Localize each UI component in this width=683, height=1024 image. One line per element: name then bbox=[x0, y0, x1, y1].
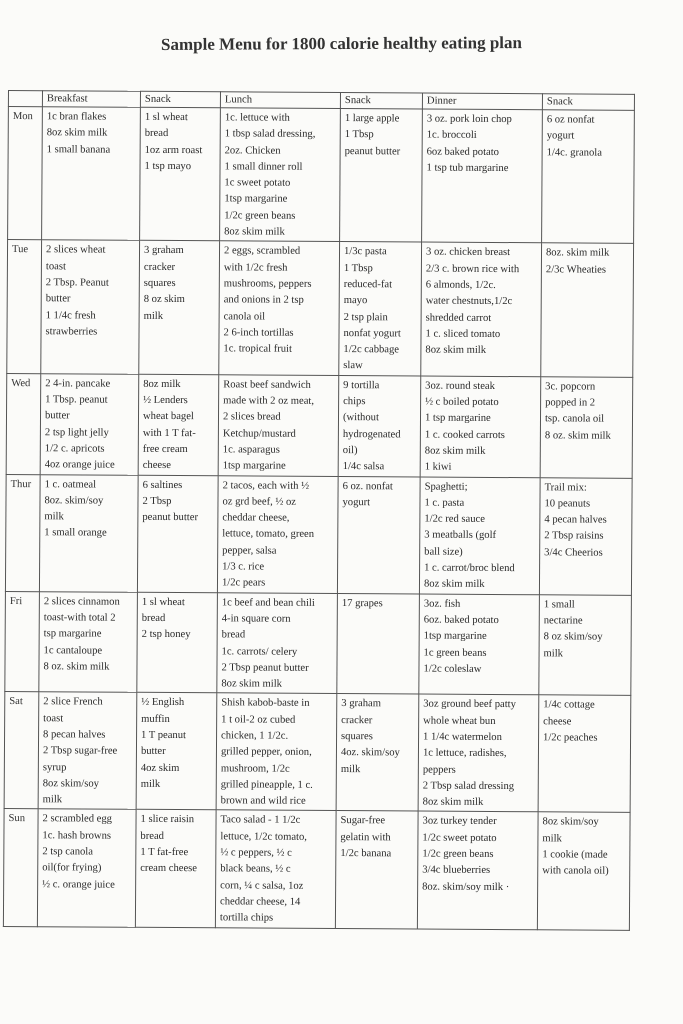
menu-item-line: 8oz skim milk bbox=[46, 127, 108, 139]
menu-item-line: bread bbox=[141, 612, 166, 624]
menu-item-line: 4oz. skim/soy bbox=[340, 747, 400, 759]
breakfast-cell bbox=[37, 809, 136, 927]
menu-item-line: milk bbox=[42, 794, 63, 806]
menu-item-line: 2 Tbsp peanut butter bbox=[221, 662, 309, 674]
menu-item-line: 1 c. sliced tomato bbox=[425, 328, 501, 340]
menu-item-line: ½ Lenders bbox=[143, 394, 188, 407]
menu-item-line: 2 Tbsp raisins bbox=[544, 530, 604, 543]
menu-item-line: toast bbox=[45, 260, 66, 273]
dinner-cell bbox=[418, 694, 539, 812]
menu-item-line: 1c. tropical fruit bbox=[223, 343, 293, 355]
breakfast-cell bbox=[42, 107, 141, 241]
menu-item-line: 17 grapes bbox=[341, 597, 383, 609]
menu-item-line: muffin bbox=[141, 713, 170, 725]
dinner-cell bbox=[422, 109, 543, 243]
evening-snack-cell bbox=[539, 594, 632, 695]
menu-item-line: Ketchup/mustard bbox=[222, 427, 296, 440]
menu-item-line: 1/2c coleslaw bbox=[423, 663, 482, 675]
dinner-cell bbox=[417, 811, 538, 929]
menu-row-tue bbox=[7, 240, 634, 377]
menu-item-line: yogurt bbox=[342, 496, 371, 509]
menu-item-line: corn, ¼ c salsa, 1oz bbox=[220, 879, 304, 892]
menu-item-line: 10 peanuts bbox=[544, 498, 591, 510]
menu-item-line: milk bbox=[542, 833, 562, 845]
menu-item-line: strawberries bbox=[45, 326, 98, 338]
menu-item-line: ball size) bbox=[424, 546, 463, 558]
menu-item-line: reduced-fat bbox=[343, 279, 393, 291]
menu-item-line: 1/4c salsa bbox=[342, 461, 385, 473]
menu-item-line: 3/4c Cheerios bbox=[544, 547, 603, 559]
menu-item-line: 3/4c blueberries bbox=[422, 864, 491, 877]
menu-item-line: butter bbox=[44, 410, 70, 422]
menu-table bbox=[3, 90, 635, 930]
afternoon-snack-cell bbox=[337, 593, 420, 694]
menu-item-line: Roast beef sandwich bbox=[223, 379, 311, 391]
menu-item-line: made with 2 oz meat, bbox=[223, 395, 315, 407]
menu-item-line: 1/4c cottage bbox=[543, 699, 595, 711]
menu-item-line: 1c lettuce, radishes, bbox=[422, 747, 507, 760]
dinner-cell bbox=[420, 376, 541, 478]
afternoon-snack-cell bbox=[335, 811, 418, 929]
menu-item-line: 2/3c Wheaties bbox=[545, 263, 607, 276]
menu-item-line: 6 oz nonfat bbox=[546, 114, 595, 126]
menu-item-line: 2 slices cinnamon bbox=[43, 595, 120, 608]
menu-item-line: tsp. canola oil bbox=[544, 413, 605, 425]
header-snack-evening: Snack bbox=[542, 94, 634, 111]
menu-item-line: slaw bbox=[343, 360, 363, 372]
menu-item-line: 2 scrambled egg bbox=[42, 813, 113, 826]
menu-item-line: 1 T fat-free bbox=[140, 846, 189, 859]
menu-item-line: 2/3 c. brown rice with bbox=[425, 263, 520, 275]
menu-item-line: shredded carrot bbox=[425, 312, 492, 324]
menu-item-line: 1/3c pasta bbox=[343, 246, 387, 258]
dinner-cell bbox=[421, 242, 542, 376]
menu-item-line: (without bbox=[342, 412, 379, 424]
menu-row-thur bbox=[5, 474, 632, 595]
menu-item-line: popped in 2 bbox=[545, 397, 596, 409]
evening-snack-cell bbox=[542, 110, 635, 244]
menu-item-line: bread bbox=[144, 128, 169, 140]
menu-item-line: 1 small banana bbox=[46, 143, 111, 156]
breakfast-cell bbox=[40, 373, 139, 474]
menu-item-line: and onions in 2 tsp bbox=[223, 294, 304, 307]
menu-item-line: 1c cantaloupe bbox=[43, 644, 103, 657]
evening-snack-cell bbox=[537, 812, 630, 930]
menu-item-line: gelatin with bbox=[340, 831, 391, 844]
menu-item-line: peanut butter bbox=[142, 511, 199, 524]
menu-item-line: 8 pecan halves bbox=[43, 729, 106, 741]
menu-item-line: 3 oz. pork loin chop bbox=[426, 113, 512, 126]
menu-item-line: 8 oz. skim milk bbox=[43, 661, 110, 673]
menu-item-line: oz grd beef, ½ oz bbox=[222, 496, 297, 508]
menu-item-line: 6oz. baked potato bbox=[423, 614, 499, 626]
menu-item-line: tortilla chips bbox=[219, 912, 274, 924]
menu-item-line: 2 Tbsp salad dressing bbox=[422, 780, 515, 792]
day-label: Tue bbox=[7, 240, 42, 374]
menu-item-line: 8oz skim/soy bbox=[42, 778, 100, 790]
menu-item-line: milk bbox=[543, 647, 564, 659]
header-day bbox=[8, 91, 42, 107]
afternoon-snack-cell bbox=[338, 375, 421, 476]
menu-item-line: 1 tsp margarine bbox=[424, 412, 491, 425]
menu-item-line: 2 6-inch tortillas bbox=[223, 327, 294, 339]
menu-item-line: 2 tsp canola bbox=[42, 846, 93, 858]
menu-item-line: 1 Tbsp bbox=[344, 129, 374, 141]
breakfast-cell bbox=[39, 474, 138, 592]
menu-item-line: Taco salad - 1 1/2c bbox=[220, 814, 301, 827]
menu-item-line: whole wheat bun bbox=[423, 715, 496, 727]
menu-item-line: 1 T peanut bbox=[141, 729, 187, 742]
menu-item-line: 6oz baked potato bbox=[426, 146, 500, 158]
menu-item-line: 2oz. Chicken bbox=[224, 144, 281, 157]
menu-item-line: 3oz turkey tender bbox=[422, 816, 497, 828]
menu-item-line: 1/2c green beans bbox=[224, 210, 296, 222]
menu-item-line: tsp margarine bbox=[43, 628, 102, 640]
menu-item-line: milk bbox=[340, 763, 361, 775]
evening-snack-cell bbox=[540, 377, 633, 478]
menu-item-line: 4 pecan halves bbox=[544, 514, 607, 526]
morning-snack-cell bbox=[135, 810, 216, 928]
menu-item-line: 1 Tbsp bbox=[343, 262, 373, 274]
menu-item-line: canola oil bbox=[223, 310, 266, 323]
menu-item-line: 1 1/4c watermelon bbox=[423, 731, 502, 744]
menu-item-line: 1/2c banana bbox=[340, 848, 392, 860]
header-snack-morning: Snack bbox=[140, 91, 220, 107]
header-lunch: Lunch bbox=[220, 92, 340, 109]
dinner-cell bbox=[419, 594, 540, 696]
menu-item-line: grilled pineapple, 1 c. bbox=[220, 779, 313, 791]
menu-item-line: milk bbox=[143, 310, 164, 322]
menu-item-line: 1c beef and bean chili bbox=[221, 596, 315, 609]
evening-snack-cell bbox=[538, 695, 631, 813]
menu-item-line: cream cheese bbox=[140, 863, 198, 875]
menu-item-line: 1c green beans bbox=[423, 647, 487, 659]
menu-item-line: free cream bbox=[142, 443, 188, 456]
menu-item-line: peanut butter bbox=[344, 145, 401, 157]
menu-item-line: Spaghetti; bbox=[424, 481, 468, 493]
menu-item-line: 1tsp margarine bbox=[222, 460, 286, 472]
menu-item-line: 8 oz. skim milk bbox=[544, 429, 611, 442]
menu-item-line: squares bbox=[341, 731, 373, 743]
lunch-cell bbox=[215, 810, 336, 928]
menu-item-line: 9 tortilla bbox=[343, 379, 380, 392]
menu-item-line: 2 eggs, scrambled bbox=[223, 245, 301, 258]
menu-item-line: toast bbox=[43, 712, 64, 725]
menu-item-line: 1/2c green beans bbox=[422, 848, 494, 861]
morning-snack-cell bbox=[136, 693, 217, 811]
menu-item-line: butter bbox=[45, 293, 71, 305]
menu-item-line: nectarine bbox=[543, 615, 583, 627]
menu-item-line: bread bbox=[221, 629, 246, 641]
menu-item-line: brown and wild rice bbox=[220, 795, 306, 808]
menu-item-line: with canola oil) bbox=[542, 865, 609, 878]
menu-item-line: cracker bbox=[143, 261, 176, 273]
header-breakfast: Breakfast bbox=[42, 91, 140, 108]
menu-item-line: 1 Tbsp. peanut bbox=[45, 394, 108, 406]
menu-item-line: 1/2c pears bbox=[221, 577, 266, 589]
menu-item-line: 1 tbsp salad dressing, bbox=[224, 128, 316, 141]
menu-item-line: 8oz skim milk bbox=[424, 445, 486, 457]
menu-item-line: 8oz. skim/soy milk · bbox=[422, 881, 510, 893]
day-label: Sun bbox=[3, 809, 38, 926]
menu-item-line: 8 oz skim bbox=[143, 294, 185, 306]
menu-item-line: 1 tsp mayo bbox=[144, 160, 192, 173]
menu-item-line: 3oz. fish bbox=[423, 598, 461, 610]
menu-item-line: 3 oz. chicken breast bbox=[425, 246, 511, 259]
menu-item-line: yogurt bbox=[546, 130, 575, 142]
day-label: Fri bbox=[5, 591, 40, 692]
menu-item-line: 8oz skim/soy bbox=[542, 816, 599, 829]
day-label: Sat bbox=[4, 692, 39, 809]
menu-item-line: 2 slices bread bbox=[222, 411, 281, 424]
menu-item-line: Trail mix: bbox=[544, 481, 587, 494]
breakfast-cell bbox=[39, 591, 138, 692]
menu-item-line: 2 Tbsp. Peanut bbox=[45, 277, 109, 289]
afternoon-snack-cell bbox=[340, 109, 423, 243]
morning-snack-cell bbox=[139, 241, 220, 375]
menu-item-line: mushroom, 1/2c bbox=[220, 762, 290, 775]
lunch-cell bbox=[216, 693, 337, 811]
menu-item-line: 1c. lettuce with bbox=[224, 112, 290, 124]
menu-item-line: 2 slices wheat bbox=[45, 244, 106, 256]
menu-item-line: 8oz. skim milk bbox=[545, 247, 610, 260]
menu-item-line: 2 tsp light jelly bbox=[44, 426, 109, 439]
menu-row-wed bbox=[6, 373, 633, 478]
menu-item-line: black beans, ½ c bbox=[220, 863, 291, 876]
dinner-cell bbox=[419, 477, 540, 595]
menu-item-line: Shish kabob-baste in bbox=[221, 697, 310, 710]
menu-item-line: 8oz skim milk bbox=[221, 678, 283, 690]
menu-item-line: 1/4c. granola bbox=[546, 146, 602, 159]
menu-item-line: butter bbox=[140, 746, 166, 758]
breakfast-cell bbox=[38, 692, 137, 810]
evening-snack-cell bbox=[539, 477, 632, 595]
menu-item-line: 8oz skim milk bbox=[423, 578, 485, 591]
menu-item-line: 8oz skim milk bbox=[425, 344, 487, 357]
evening-snack-cell bbox=[541, 243, 634, 377]
menu-item-line: 2 Tbsp sugar-free bbox=[42, 745, 118, 757]
menu-item-line: with 1/2c fresh bbox=[223, 261, 288, 274]
menu-item-line: bread bbox=[140, 830, 165, 842]
menu-item-line: 1 c. carrot/broc blend bbox=[424, 562, 515, 575]
menu-row-fri bbox=[5, 591, 632, 696]
menu-item-line: hydrogenated bbox=[342, 428, 401, 441]
menu-item-line: 1/2 c. apricots bbox=[44, 443, 105, 455]
menu-item-line: 6 almonds, 1/2c. bbox=[425, 279, 496, 291]
menu-item-line: 1 sl wheat bbox=[141, 596, 185, 608]
page-title: Sample Menu for 1800 calorie healthy eating plan bbox=[160, 33, 523, 54]
morning-snack-cell bbox=[137, 475, 218, 593]
morning-snack-cell bbox=[138, 374, 219, 475]
lunch-cell bbox=[217, 592, 338, 694]
afternoon-snack-cell bbox=[337, 476, 420, 594]
afternoon-snack-cell bbox=[339, 242, 422, 376]
menu-item-line: 1 tsp tub margarine bbox=[426, 162, 509, 174]
menu-item-line: 1 large apple bbox=[344, 113, 400, 125]
menu-item-line: lettuce, 1/2c tomato, bbox=[220, 831, 307, 843]
menu-item-line: 1c bran flakes bbox=[46, 111, 107, 123]
menu-item-line: 1 t oil-2 oz cubed bbox=[221, 714, 296, 726]
menu-item-line: 1 1/4c fresh bbox=[45, 309, 96, 322]
menu-item-line: ½ c peppers, ½ c bbox=[220, 847, 292, 859]
menu-item-line: 1oz arm roast bbox=[144, 144, 203, 156]
menu-item-line: 1tsp margarine bbox=[423, 630, 487, 643]
menu-item-line: 2 tacos, each with ½ bbox=[222, 479, 310, 492]
menu-item-line: 1 c. oatmeal bbox=[44, 478, 97, 491]
menu-item-line: 1 c. cooked carrots bbox=[424, 429, 505, 441]
menu-item-line: 1 cookie (made bbox=[542, 849, 608, 861]
lunch-cell bbox=[220, 108, 341, 242]
header-dinner: Dinner bbox=[422, 93, 542, 110]
menu-item-line: 3 meatballs (golf bbox=[424, 529, 497, 542]
menu-item-line: oil) bbox=[342, 444, 358, 457]
menu-item-line: ½ English bbox=[141, 697, 185, 709]
menu-item-line: 1 slice raisin bbox=[140, 814, 195, 826]
menu-item-line: 1 small dinner roll bbox=[224, 161, 303, 173]
menu-item-line: cheddar cheese, 14 bbox=[220, 896, 301, 908]
menu-item-line: 3oz ground beef patty bbox=[423, 698, 516, 711]
menu-item-line: 2 Tbsp bbox=[142, 495, 172, 507]
morning-snack-cell bbox=[137, 592, 218, 693]
menu-item-line: cheese bbox=[543, 715, 572, 728]
menu-item-line: 1/3 c. rice bbox=[222, 561, 265, 573]
menu-item-line: nonfat yogurt bbox=[343, 327, 401, 340]
menu-item-line: with 1 T fat- bbox=[142, 427, 196, 439]
menu-item-line: 2 slice French bbox=[43, 696, 103, 708]
menu-item-line: lettuce, tomato, green bbox=[222, 528, 315, 541]
menu-item-line: 4oz skim bbox=[140, 762, 180, 774]
menu-item-line: toast-with total 2 bbox=[43, 612, 116, 624]
menu-item-line: peppers bbox=[422, 764, 456, 776]
menu-item-line: chips bbox=[343, 396, 366, 408]
menu-item-line: 1c sweet potato bbox=[224, 177, 291, 189]
menu-item-line: oil(for frying) bbox=[42, 862, 102, 874]
menu-item-line: 1 small bbox=[543, 598, 575, 611]
day-label: Wed bbox=[6, 373, 41, 474]
menu-item-line: 8 oz skim/soy bbox=[543, 631, 603, 643]
menu-item-line: milk bbox=[140, 778, 161, 790]
menu-row-sun bbox=[3, 809, 630, 930]
menu-row-sat bbox=[4, 692, 631, 813]
lunch-cell bbox=[217, 475, 338, 593]
menu-item-line: Sugar-free bbox=[340, 815, 386, 827]
menu-item-line: 6 oz. nonfat bbox=[342, 480, 393, 492]
menu-item-line: ½ c. orange juice bbox=[42, 878, 115, 891]
menu-item-line: 3 graham bbox=[341, 698, 382, 710]
menu-item-line: 8oz. skim/soy bbox=[44, 495, 104, 507]
menu-item-line: 1 kiwi bbox=[424, 461, 452, 473]
menu-item-line: 1c. asparagus bbox=[222, 444, 280, 456]
day-label: Mon bbox=[8, 107, 43, 241]
menu-item-line: 1/2c sweet potato bbox=[422, 832, 497, 844]
menu-item-line: 1c. hash browns bbox=[42, 829, 112, 842]
menu-item-line: cheese bbox=[142, 460, 171, 472]
morning-snack-cell bbox=[140, 107, 221, 241]
menu-item-line: 3c. popcorn bbox=[545, 381, 596, 393]
menu-item-line: 2 tsp plain bbox=[343, 311, 388, 323]
menu-item-line: syrup bbox=[42, 761, 67, 773]
menu-item-line: 1/2c peaches bbox=[543, 732, 598, 744]
menu-item-line: mushrooms, peppers bbox=[223, 278, 312, 290]
menu-item-line: 2 tsp honey bbox=[141, 629, 191, 641]
menu-item-line: 6 saltines bbox=[142, 479, 183, 491]
menu-item-line: water chestnuts,1/2c bbox=[425, 295, 513, 308]
menu-row-mon bbox=[8, 107, 635, 244]
menu-item-line: grilled pepper, onion, bbox=[220, 746, 312, 759]
menu-item-line: 3oz. round steak bbox=[425, 380, 495, 392]
menu-item-line: 4-in square corn bbox=[221, 613, 291, 625]
header-snack-afternoon: Snack bbox=[340, 93, 422, 110]
menu-item-line: 1tsp margarine bbox=[224, 193, 288, 206]
menu-item-line: 1 sl wheat bbox=[144, 111, 188, 124]
menu-item-line: chicken, 1 1/2c. bbox=[221, 730, 289, 742]
menu-item-line: 2 4-in. pancake bbox=[45, 377, 111, 390]
menu-item-line: 1c. broccoli bbox=[426, 129, 477, 142]
menu-item-line: 1/2c cabbage bbox=[343, 344, 400, 356]
menu-item-line: squares bbox=[143, 277, 176, 289]
menu-item-line: milk bbox=[44, 511, 64, 523]
menu-item-line: 1 small orange bbox=[44, 527, 107, 540]
menu-item-line: 1/2c red sauce bbox=[424, 513, 486, 526]
afternoon-snack-cell bbox=[336, 694, 419, 812]
menu-item-line: 4oz orange juice bbox=[44, 459, 115, 471]
menu-item-line: ½ c boiled potato bbox=[425, 396, 499, 409]
menu-item-line: 3 graham bbox=[143, 245, 184, 257]
menu-item-line: cheddar cheese, bbox=[222, 512, 290, 524]
breakfast-cell bbox=[41, 240, 140, 374]
menu-item-line: mayo bbox=[343, 295, 368, 307]
menu-item-line: 1 c. pasta bbox=[424, 497, 465, 509]
menu-item-line: 1c. carrots/ celery bbox=[221, 645, 298, 658]
day-label: Thur bbox=[5, 474, 40, 591]
lunch-cell bbox=[218, 375, 339, 477]
menu-item-line: 8oz skim milk bbox=[422, 796, 484, 809]
menu-item-line: 8oz milk bbox=[143, 378, 181, 390]
lunch-cell bbox=[219, 241, 340, 375]
menu-item-line: 8oz skim milk bbox=[224, 226, 285, 238]
menu-item-line: cracker bbox=[341, 714, 373, 726]
menu-item-line: pepper, salsa bbox=[222, 545, 277, 557]
menu-item-line: wheat bagel bbox=[142, 411, 194, 423]
